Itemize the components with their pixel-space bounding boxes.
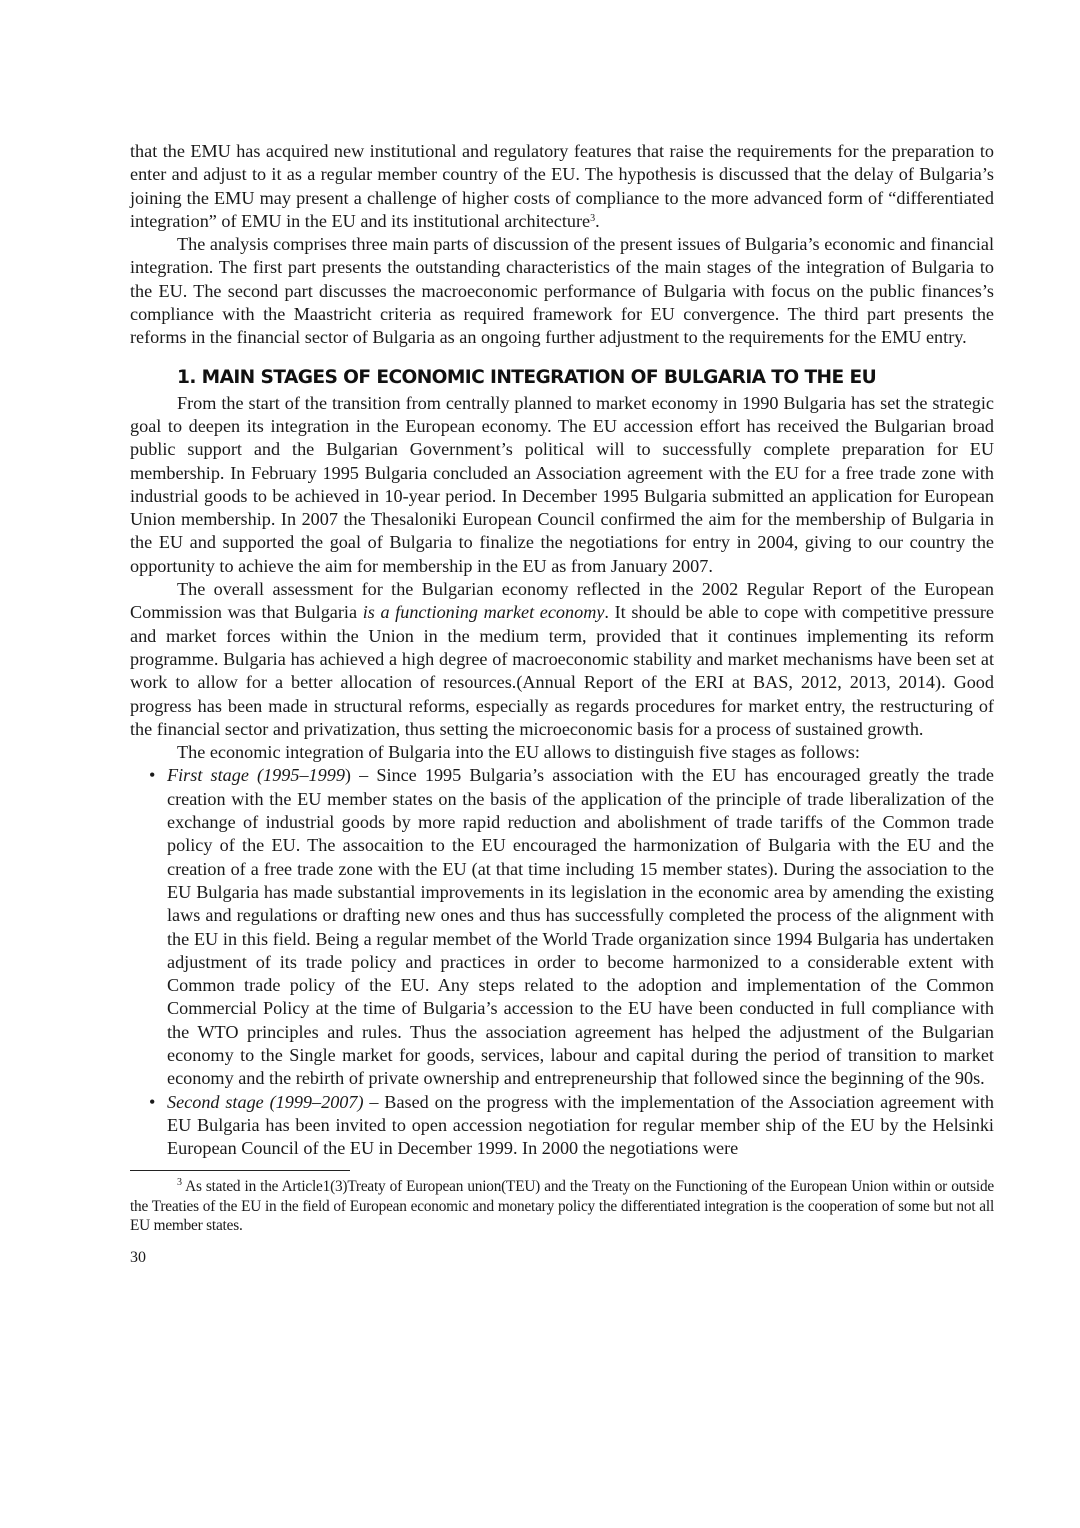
- intro-paragraph-1-end: .: [595, 210, 600, 231]
- intro-paragraph-2: The analysis comprises three main parts of discussion of the present issues of Bulgaria’s economic and financial integration. The first part presents the outstanding characteristics of the main stages of the integration of Bulgaria to the EU. The second part discusses the macroeconomic performance of Bulgaria with focus on the public finances’s compliance with the Maastricht criteria as required framework for EU convergence. The third part presents the reforms in the financial sector of Bulgaria as an ongoing further adjustment to the requirements for the EMU entry.: [130, 234, 994, 348]
- section-paragraph-2-end: . It should be able to cope with competitive pressure and market forces within the Union in the medium term, provided that it continues implementing its reform programme. Bulgaria has achieved a high degree of macroeconomic stability and market mechanisms have been set at work to allow for a better allocation of resources.(Annual Report of the ERI at BAS, 2012, 2013, 2014). Good progress has been made in structural reforms, especially as regards procedures for market entry, the restructuring of the financial sector and privatization, thus setting the microeconomic basis for a process of sustained growth.: [130, 602, 994, 739]
- bullet-icon: •: [149, 765, 156, 786]
- section-heading: 1. MAIN STAGES OF ECONOMIC INTEGRATION OF BULGARIA TO THE EU: [177, 366, 877, 388]
- section-paragraph-2-start: The overall assessment for the Bulgarian economy reflected in the 2002 Regular Report of the European Commission was that Bulgaria: [130, 579, 994, 623]
- intro-paragraph-1-text: that the EMU has acquired new institutional and regulatory features that raise the requirements for the preparation to enter and adjust to it as a regular member country of the EU. The hypothesis is discussed that the delay of Bulgaria’s joining the EMU may present a challenge of higher costs of compliance to the more advanced form of “differentiated integration” of EMU in the EU and its institutional architecture: [130, 141, 994, 231]
- emphasis-text: is a functioning market economy: [362, 602, 605, 623]
- footnote-divider: [130, 1170, 350, 1171]
- list-item: [130, 764, 994, 1090]
- stage-title: Second stage (1999–2007): [167, 1091, 364, 1112]
- section-paragraph-1: From the start of the transition from centrally planned to market economy in 1990 Bulgaria has set the strategic goal to deepen its integration in the European economy. The EU accession effort has received the Bulgarian broad public support and the Bulgarian Government’s political will to successfully complete preparation for EU membership. In February 1995 Bulgaria concluded an Association agreement with the EU for a free trade zone with industrial goods to be achieved in 10-year period. In December 1995 Bulgaria submitted an application for European Union membership. In 2007 the Thesaloniki European Council confirmed the aim for the membership of Bulgaria in the EU and supported the goal of Bulgaria to finalize the negotiations for entry in 2004, giving to our country the opportunity to achieve the aim for membership in the EU as from January 2007.: [130, 392, 994, 576]
- stage-text: – Since 1995 Bulgaria’s association with the EU has encouraged greatly the trade creation with the EU member states on the basis of the application of the principle of trade liberalization of the exchange of industrial goods by more rapid reduction and abolishment of trade tariffs of the Common trade policy of the EU. The assocaition to the EU encouraged the harmonization of Bulgaria with the EU and the creation of a free trade zone with the EU (at that time including 15 member states). During the association to the EU Bulgaria has made substantial improvements in its legislation in the economic area by amending the existing laws and regulations or drafting new ones and thus has successfully completed the process of the alignment with the EU in this field. Being a regular membet of the World Trade organization since 1994 Bulgaria has undertaken adjustment of its trade policy and practices in order to become harmonized to a considerable extent with Common trade policy of the EU. Any steps related to the adoption and implementation of the Common Commercial Policy at the time of Bulgaria’s accession to the EU have been conducted in full compliance with the WTO principles and rules. Thus the association agreement has helped the adjustment of the Bulgarian economy to the Single market for goods, services, labour and capital during the period of transition to market economy and the rebirth of private ownership and entrepreneurship that followed since the beginning of the 90s.: [167, 765, 994, 1089]
- list-item: [130, 1091, 994, 1161]
- footnote-reference[interactable]: 3: [590, 212, 596, 224]
- stage-title: First stage (1995–1999: [167, 765, 345, 786]
- footnote: [130, 1177, 994, 1236]
- footnote-marker: 3: [177, 1177, 182, 1189]
- document-page: [130, 140, 994, 1269]
- footnote-text: As stated in the Article1(3)Treaty of European union(TEU) and the Treaty on the Functioning of the European Union within or outside the Treaties of the EU in the field of European economic and monetary policy the differentiated integration is the cooperation of some but not all EU member states.: [130, 1178, 994, 1235]
- intro-paragraph-1: [130, 140, 994, 233]
- section-paragraph-2: [130, 578, 994, 741]
- page-number: 30: [130, 1248, 146, 1266]
- stages-list: [130, 764, 994, 1160]
- stage-text: – Based on the progress with the implementation of the Association agreement with EU Bulgaria has been invited to open accession negotiation for regular member ship of the EU by the Helsinki European Council of the EU in December 1999. In 2000 the negotiations were: [167, 1091, 994, 1159]
- stage-title-close: ): [344, 765, 351, 786]
- bullet-icon: •: [149, 1091, 156, 1112]
- section-paragraph-3: The economic integration of Bulgaria into the EU allows to distinguish five stages as follows:: [177, 742, 860, 763]
